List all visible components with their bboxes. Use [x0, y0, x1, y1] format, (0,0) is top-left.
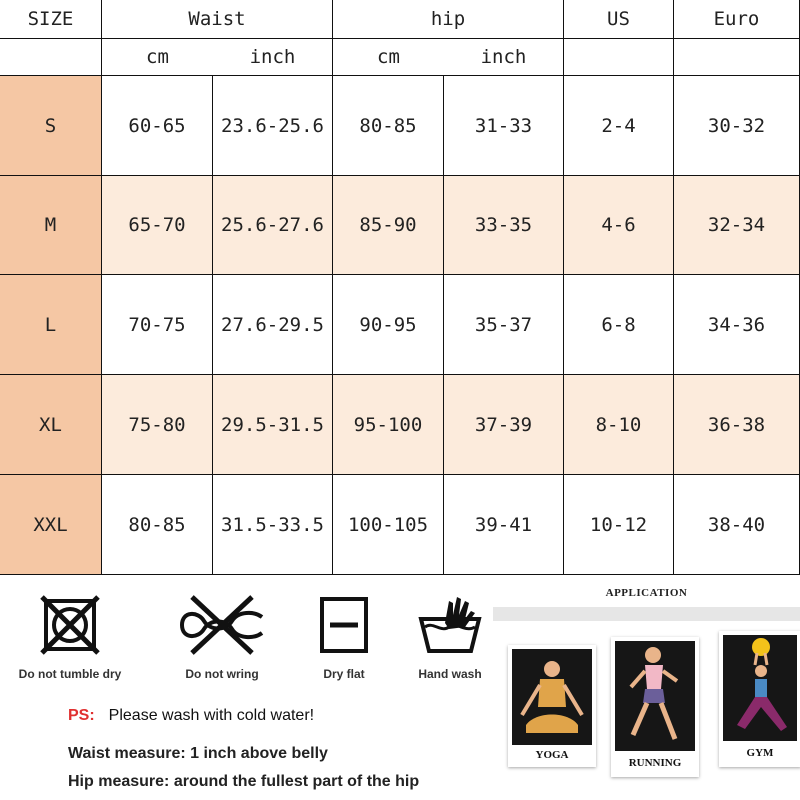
application-label: YOGA: [535, 749, 569, 761]
hip-inch-cell: 33-35: [444, 176, 564, 275]
gym-photo: [723, 635, 797, 741]
header-size: SIZE: [0, 0, 102, 39]
header-waist-inch: inch: [213, 39, 333, 76]
euro-cell: 38-40: [674, 475, 800, 575]
us-cell: 2-4: [564, 76, 674, 176]
hip-cm-cell: 100-105: [333, 475, 444, 575]
no-wring-icon: [174, 593, 270, 657]
care-label: Do not tumble dry: [18, 667, 122, 681]
ps-text: Please wash with cold water!: [108, 707, 315, 724]
care-instructions: [0, 585, 493, 800]
waist-cm-cell: 70-75: [102, 275, 213, 375]
application-panel: [493, 585, 800, 800]
dry-flat-icon: [312, 593, 376, 657]
application-title: APPLICATION: [605, 587, 688, 599]
running-card: [611, 637, 699, 777]
header-us: US: [564, 0, 674, 39]
hip-cm-cell: 80-85: [333, 76, 444, 176]
us-cell: 10-12: [564, 475, 674, 575]
waist-inch-cell: 27.6-29.5: [213, 275, 333, 375]
size-cell: M: [0, 176, 102, 275]
euro-cell: 32-34: [674, 176, 800, 275]
size-cell: S: [0, 76, 102, 176]
hand-wash-icon: [415, 593, 485, 657]
running-photo: [615, 641, 695, 751]
hip-cm-cell: 90-95: [333, 275, 444, 375]
ps-label: PS:: [68, 707, 95, 724]
size-cell: XXL: [0, 475, 102, 575]
header-hip-cm: cm: [333, 39, 444, 76]
us-cell: 4-6: [564, 176, 674, 275]
waist-inch-cell: 23.6-25.6: [213, 76, 333, 176]
gym-card: [719, 631, 800, 767]
yoga-card: [508, 645, 596, 767]
waist-inch-cell: 25.6-27.6: [213, 176, 333, 275]
header-us-blank: [564, 39, 674, 76]
header-waist-cm: cm: [102, 39, 213, 76]
care-item-hand-wash: [390, 593, 510, 681]
application-label: RUNNING: [628, 757, 682, 769]
size-cell: XL: [0, 375, 102, 475]
ps-note: [68, 707, 314, 725]
waist-inch-cell: 29.5-31.5: [213, 375, 333, 475]
euro-cell: 36-38: [674, 375, 800, 475]
waist-cm-cell: 65-70: [102, 176, 213, 275]
header-hip: hip: [333, 0, 564, 39]
waist-measure-note: Waist measure: 1 inch above belly: [68, 745, 328, 762]
hip-inch-cell: 35-37: [444, 275, 564, 375]
waist-cm-cell: 60-65: [102, 76, 213, 176]
care-item-no-tumble-dry: [10, 593, 130, 681]
hip-cm-cell: 85-90: [333, 176, 444, 275]
care-label: Hand wash: [418, 667, 482, 681]
care-label: Do not wring: [185, 667, 259, 681]
hip-inch-cell: 31-33: [444, 76, 564, 176]
header-hip-inch: inch: [444, 39, 564, 76]
hip-cm-cell: 95-100: [333, 375, 444, 475]
no-tumble-dry-icon: [38, 593, 102, 657]
header-waist: Waist: [102, 0, 333, 39]
header-blank: [0, 39, 102, 76]
care-label: Dry flat: [323, 667, 365, 681]
care-item-dry-flat: [284, 593, 404, 681]
care-item-no-wring: [162, 593, 282, 681]
header-euro: Euro: [674, 0, 800, 39]
hip-inch-cell: 39-41: [444, 475, 564, 575]
us-cell: 8-10: [564, 375, 674, 475]
waist-inch-cell: 31.5-33.5: [213, 475, 333, 575]
hip-measure-note: Hip measure: around the fullest part of the hip: [68, 773, 420, 790]
euro-cell: 30-32: [674, 76, 800, 176]
divider: [493, 607, 800, 621]
header-euro-blank: [674, 39, 800, 76]
waist-cm-cell: 75-80: [102, 375, 213, 475]
yoga-photo: [512, 649, 592, 745]
euro-cell: 34-36: [674, 275, 800, 375]
hip-inch-cell: 37-39: [444, 375, 564, 475]
waist-cm-cell: 80-85: [102, 475, 213, 575]
size-cell: L: [0, 275, 102, 375]
us-cell: 6-8: [564, 275, 674, 375]
application-label: GYM: [746, 747, 774, 759]
